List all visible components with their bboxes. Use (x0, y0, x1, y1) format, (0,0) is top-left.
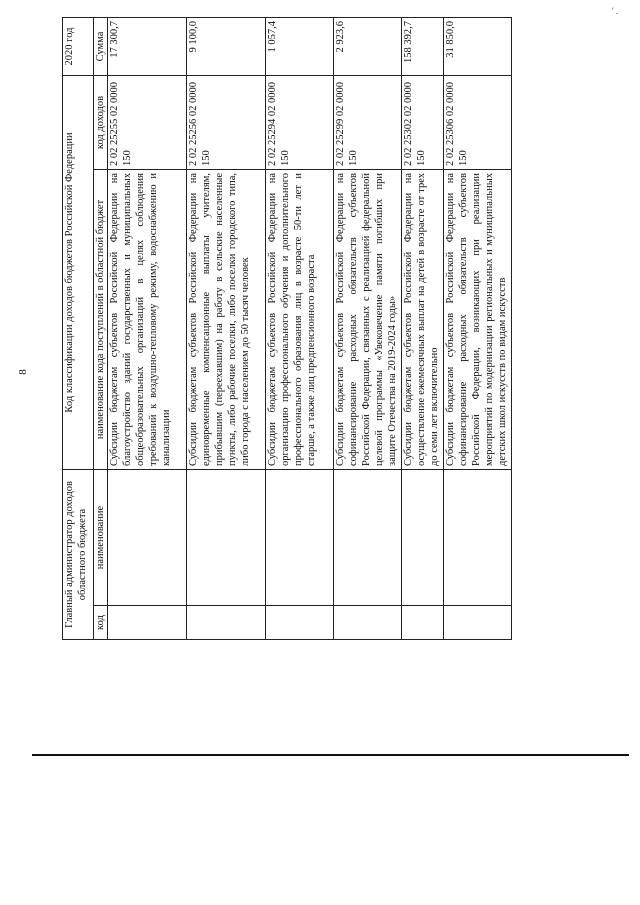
income-description: Субсидии бюджетам субъектов Российской Федерации на благоустройство зданий государственных и муниципальных общеобразовательных организаций в целях соблюдения требований к воздушно-тепловому режиму, водоснабжению и канализации (108, 170, 187, 470)
admin-name-cell (108, 470, 187, 606)
admin-code-cell (444, 606, 512, 640)
subheader-sum: Сумма (94, 17, 108, 75)
income-description: Субсидии бюджетам субъектов Российской Федерации на софинансирование расходных обязательств субъектов Российской Федерации, возникающих при реализации мероприятий по модернизации региональных и муниципальных детских школ искусств по видам искусств (444, 170, 512, 470)
income-code: 2 02 25255 02 0000 150 (108, 75, 187, 169)
amount: 9 100,0 (187, 17, 266, 75)
table-row (402, 17, 444, 639)
table-row (187, 17, 266, 639)
table-row (444, 17, 512, 639)
table-row (108, 17, 187, 639)
amount: 1 057,4 (266, 17, 334, 75)
admin-code-cell (402, 606, 444, 640)
income-description: Субсидии бюджетам субъектов Российской Федерации на осуществление ежемесячных выплат на детей в возрасте от трех до семи лет включительно (402, 170, 444, 470)
header-row (63, 17, 94, 639)
admin-name-cell (187, 470, 266, 606)
budget-revenue-table (62, 17, 512, 640)
admin-code-cell (108, 606, 187, 640)
income-code: 2 02 25294 02 0000 150 (266, 75, 334, 169)
corner-mark: ' . (612, 6, 619, 16)
admin-code-cell (334, 606, 402, 640)
income-code: 2 02 25306 02 0000 150 (444, 75, 512, 169)
income-code: 2 02 25256 02 0000 150 (187, 75, 266, 169)
income-description: Субсидии бюджетам субъектов Российской Федерации на организацию профессионального обучения и дополнительного профессионального образования лиц в возрасте 50-ти лет и старше, а также лиц предпенсионного возраста (266, 170, 334, 470)
bottom-rule (32, 754, 629, 756)
subheader-row (94, 17, 108, 639)
income-code: 2 02 25299 02 0000 150 (334, 75, 402, 169)
table-row (334, 17, 402, 639)
admin-name-cell (402, 470, 444, 606)
amount: 17 300,7 (108, 17, 187, 75)
header-year: 2020 год (63, 17, 94, 75)
subheader-code-name: наименование кода поступлений в областной бюджет (94, 170, 108, 470)
income-description: Субсидии бюджетам субъектов Российской Федерации на единовременные компенсационные выплаты учителям, прибывшим (переехавшим) на работу в сельские населенные пункты, либо рабочие поселки, либо поселки городского типа, либо города с населением до 50 тысяч человек (187, 170, 266, 470)
income-code: 2 02 25302 02 0000 150 (402, 75, 444, 169)
amount: 2 923,6 (334, 17, 402, 75)
income-description: Субсидии бюджетам субъектов Российской Федерации на софинансирование расходных обязательств субъектов Российской Федерации, связанных с реализацией федеральной целевой программы «Увековечение памяти погибших при защите Отечества на 2019-2024 годы» (334, 170, 402, 470)
page-number: 8 (17, 369, 29, 375)
header-kbk-group: Код классификации доходов бюджетов Российской Федерации (63, 75, 94, 469)
subheader-income-code: код доходов (94, 75, 108, 169)
rotated-budget-table-page (62, 18, 524, 640)
table-row (266, 17, 334, 639)
admin-name-cell (266, 470, 334, 606)
amount: 31 850,0 (444, 17, 512, 75)
admin-code-cell (266, 606, 334, 640)
admin-name-cell (334, 470, 402, 606)
admin-code-cell (187, 606, 266, 640)
amount: 158 392,7 (402, 17, 444, 75)
subheader-kod: код (94, 606, 108, 640)
subheader-naimenovanie: наименование (94, 470, 108, 606)
header-admin-group: Главный администратор доходов областного бюджета (63, 470, 94, 640)
admin-name-cell (444, 470, 512, 606)
